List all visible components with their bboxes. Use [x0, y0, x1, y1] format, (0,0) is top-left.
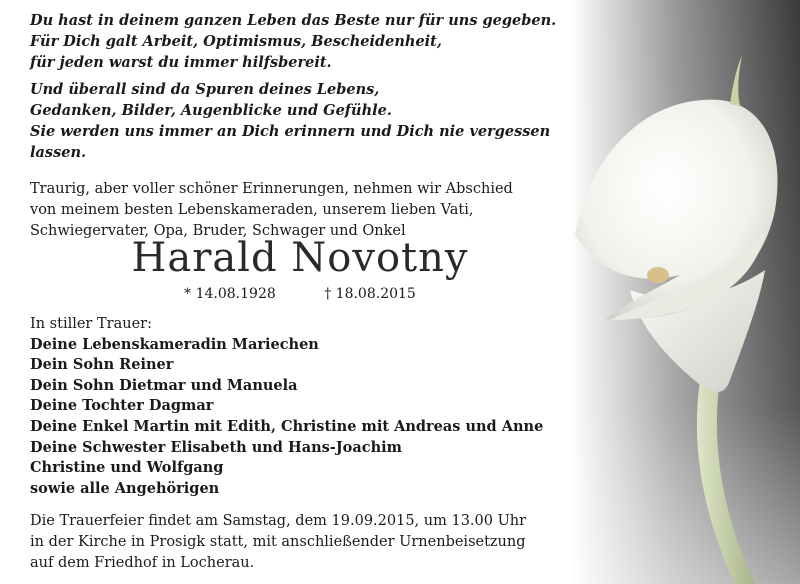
- intro-line: Schwiegervater, Opa, Bruder, Schwager und Onkel: [30, 223, 406, 239]
- birth-date: * 14.08.1928: [184, 286, 276, 302]
- mourner-line: Deine Tochter Dagmar: [30, 397, 214, 415]
- mourner-line: Dein Sohn Reiner: [30, 356, 174, 374]
- poem-line: Du hast in deinem ganzen Leben das Beste nur für uns gegeben.: [30, 12, 557, 29]
- poem-line: Sie werden uns immer an Dich erinnern und Dich nie vergessen lassen.: [30, 123, 551, 161]
- mourners-block: [30, 314, 570, 499]
- calla-lily-image: [570, 0, 800, 584]
- intro-line: Traurig, aber voller schöner Erinnerungen, nehmen wir Abschied: [30, 181, 513, 197]
- service-line: auf dem Friedhof in Locherau.: [30, 555, 255, 571]
- service-line: in der Kirche in Prosigk statt, mit anschließender Urnenbeisetzung: [30, 534, 526, 550]
- service-info: [30, 511, 570, 574]
- intro-line: von meinem besten Lebenskameraden, unserem lieben Vati,: [30, 202, 474, 218]
- death-date: † 18.08.2015: [324, 286, 416, 302]
- mourner-line: Christine und Wolfgang: [30, 459, 224, 477]
- mourner-line: Deine Enkel Martin mit Edith, Christine mit Andreas und Anne: [30, 417, 544, 435]
- mourners-heading: In stiller Trauer:: [30, 316, 152, 332]
- poem-line: Für Dich galt Arbeit, Optimismus, Bescheidenheit,: [30, 33, 442, 50]
- poem-stanza-2: [30, 79, 570, 163]
- deceased-name: Harald Novotny: [131, 235, 469, 281]
- service-line: Die Trauerfeier findet am Samstag, dem 19.09.2015, um 13.00 Uhr: [30, 513, 527, 529]
- poem-block: [30, 10, 570, 242]
- poem-line: für jeden warst du immer hilfsbereit.: [30, 54, 332, 71]
- mourner-line: Dein Sohn Dietmar und Manuela: [30, 376, 298, 394]
- mourner-line: Deine Schwester Elisabeth und Hans-Joachim: [30, 438, 402, 456]
- poem-line: Gedanken, Bilder, Augenblicke und Gefühle.: [30, 102, 392, 119]
- poem-line: Und überall sind da Spuren deines Lebens,: [30, 81, 380, 98]
- mourner-line: Deine Lebenskameradin Mariechen: [30, 335, 319, 353]
- life-dates: [30, 285, 570, 303]
- poem-stanza-1: [30, 10, 570, 73]
- mourner-line: sowie alle Angehörigen: [30, 479, 220, 497]
